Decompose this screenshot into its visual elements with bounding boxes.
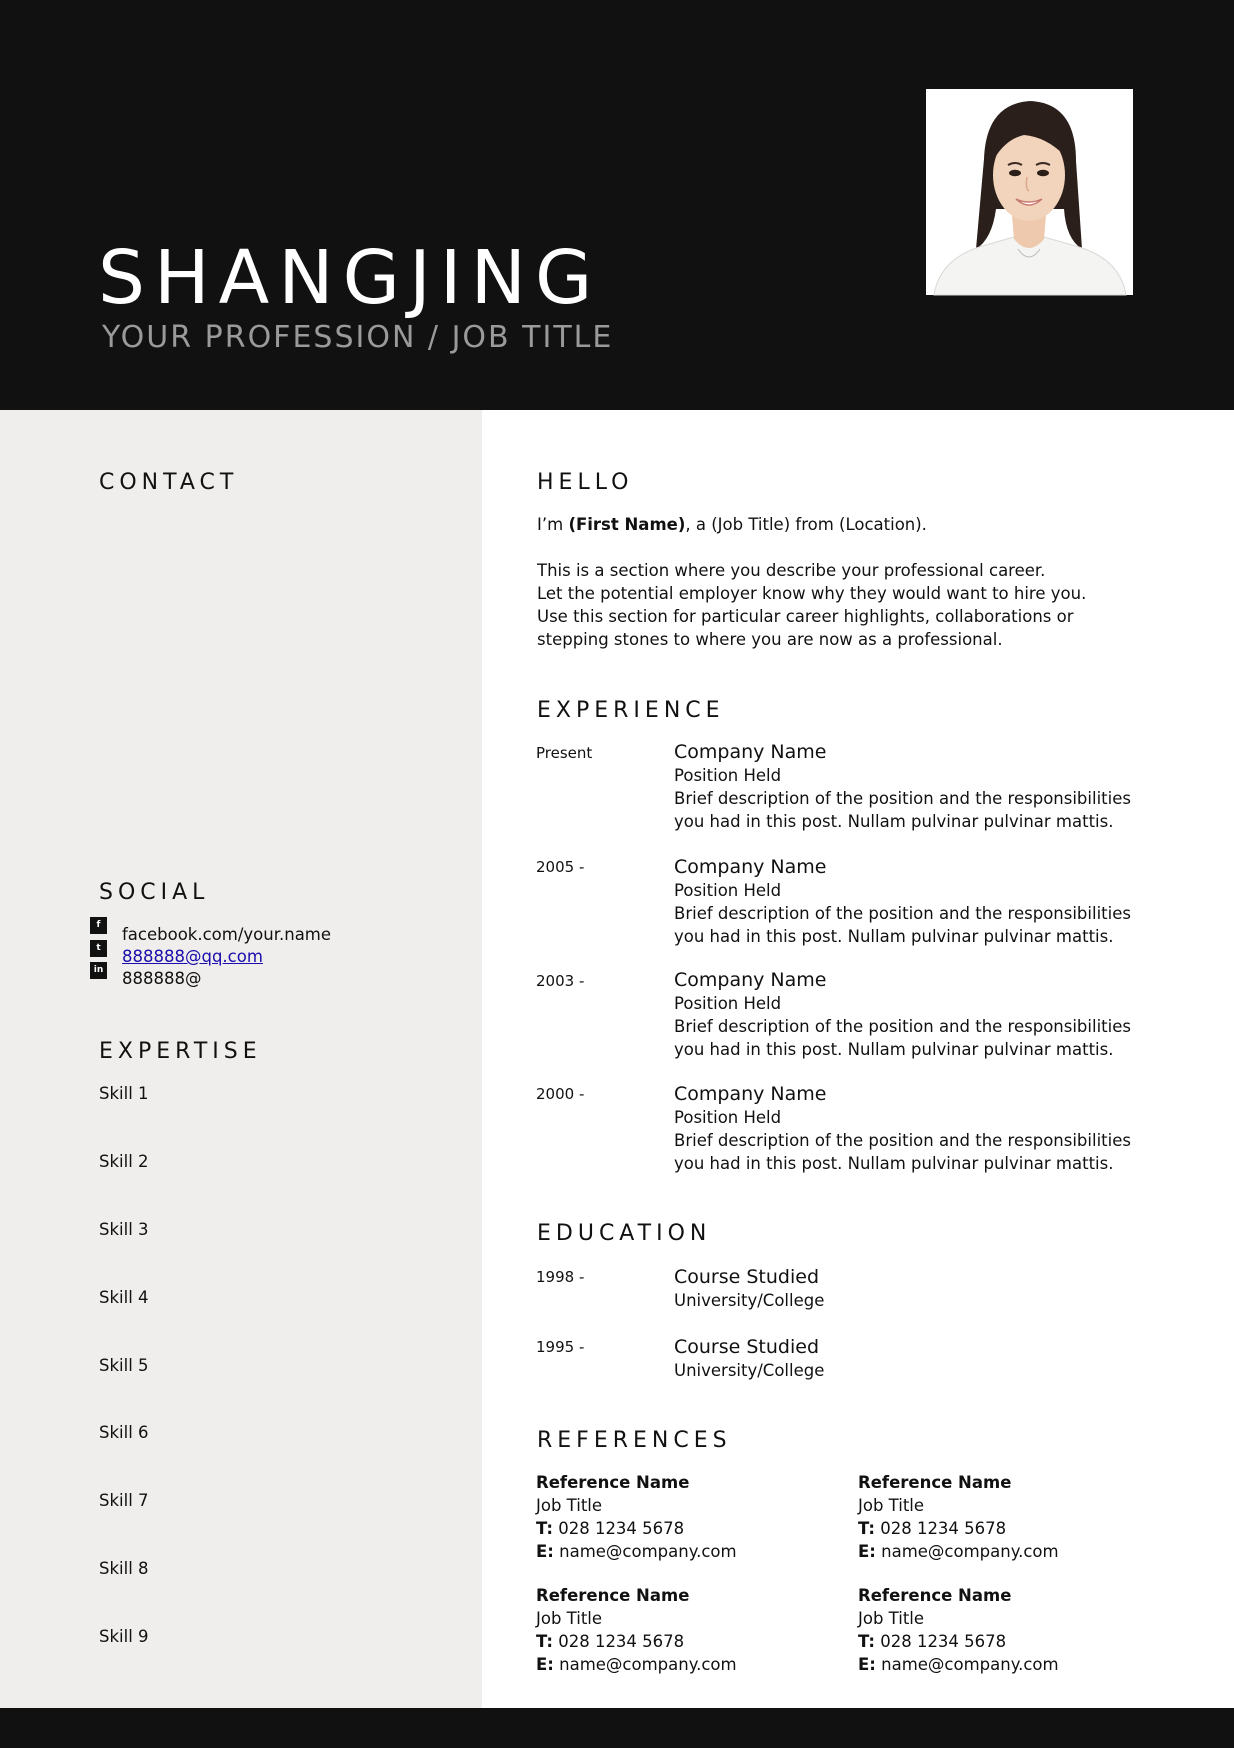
reference-name: Reference Name xyxy=(858,1473,1012,1492)
references-heading: REFERENCES xyxy=(537,1428,732,1453)
reference-name: Reference Name xyxy=(536,1586,690,1605)
reference-email: name@company.com xyxy=(559,1542,737,1561)
footer-bar xyxy=(0,1708,1234,1748)
job-title: YOUR PROFESSION / JOB TITLE xyxy=(102,320,614,355)
reference-email: name@company.com xyxy=(881,1542,1059,1561)
social-heading: SOCIAL xyxy=(99,880,210,905)
reference-phone: 028 1234 5678 xyxy=(880,1632,1007,1651)
experience-entry xyxy=(674,1082,1154,1173)
reference-phone: 028 1234 5678 xyxy=(880,1519,1007,1538)
experience-date: 2003 - xyxy=(536,972,585,990)
skill-item: Skill 1 xyxy=(99,1084,149,1103)
experience-entry xyxy=(674,968,1154,1059)
reference-card: Reference Name Job Title T: 028 1234 5678 E: name@company.com xyxy=(536,1473,737,1561)
profile-photo xyxy=(926,89,1133,295)
education-date: 1998 - xyxy=(536,1268,585,1286)
social-links xyxy=(122,924,422,988)
experience-entry xyxy=(674,855,1154,946)
education-date: 1995 - xyxy=(536,1338,585,1356)
job-description: you had in this post. Nullam pulvinar pulvinar mattis. xyxy=(674,927,1114,946)
skill-item: Skill 8 xyxy=(99,1559,149,1578)
position-held: Position Held xyxy=(674,881,782,900)
reference-card: Reference Name Job Title T: 028 1234 5678 E: name@company.com xyxy=(858,1586,1059,1674)
experience-date: Present xyxy=(536,744,593,762)
school-name: University/College xyxy=(674,1361,825,1380)
reference-phone: 028 1234 5678 xyxy=(558,1632,685,1651)
experience-heading: EXPERIENCE xyxy=(537,698,725,723)
intro-first-name: (First Name) xyxy=(568,515,686,534)
expertise-heading: EXPERTISE xyxy=(99,1039,262,1064)
school-name: University/College xyxy=(674,1291,825,1310)
summary-line: Let the potential employer know why they would want to hire you. xyxy=(537,584,1087,603)
education-entry xyxy=(674,1265,1154,1310)
summary-line: This is a section where you describe your professional career. xyxy=(537,561,1046,580)
skill-item: Skill 6 xyxy=(99,1423,149,1442)
job-description: Brief description of the position and the responsibilities xyxy=(674,789,1131,808)
reference-phone: 028 1234 5678 xyxy=(558,1519,685,1538)
experience-date: 2000 - xyxy=(536,1085,585,1103)
header-banner xyxy=(0,0,1234,410)
company-name: Company Name xyxy=(674,1083,827,1105)
job-description: Brief description of the position and the responsibilities xyxy=(674,1131,1131,1150)
course-studied: Course Studied xyxy=(674,1266,820,1288)
position-held: Position Held xyxy=(674,994,782,1013)
contact-heading: CONTACT xyxy=(99,470,239,495)
skill-item: Skill 2 xyxy=(99,1152,149,1171)
intro-line: I’m (First Name), a (Job Title) from (Location). xyxy=(537,515,927,534)
portrait-image xyxy=(926,89,1133,295)
skill-item: Skill 3 xyxy=(99,1220,149,1239)
skill-item: Skill 5 xyxy=(99,1356,149,1375)
experience-entry xyxy=(674,740,1154,831)
skill-item: Skill 4 xyxy=(99,1288,149,1307)
job-description: you had in this post. Nullam pulvinar pulvinar mattis. xyxy=(674,1040,1114,1059)
hello-heading: HELLO xyxy=(537,470,634,495)
reference-email: name@company.com xyxy=(881,1655,1059,1674)
position-held: Position Held xyxy=(674,1108,782,1127)
reference-job: Job Title xyxy=(858,1496,925,1515)
reference-email: name@company.com xyxy=(559,1655,737,1674)
twitter-icon[interactable]: t xyxy=(90,940,107,957)
skill-item: Skill 9 xyxy=(99,1627,149,1646)
job-description: Brief description of the position and the responsibilities xyxy=(674,904,1131,923)
reference-job: Job Title xyxy=(858,1609,925,1628)
job-description: you had in this post. Nullam pulvinar pulvinar mattis. xyxy=(674,812,1114,831)
reference-card: Reference Name Job Title T: 028 1234 5678 E: name@company.com xyxy=(858,1473,1059,1561)
job-description: Brief description of the position and the responsibilities xyxy=(674,1017,1131,1036)
education-entry xyxy=(674,1335,1154,1380)
facebook-link[interactable]: facebook.com/your.name xyxy=(122,925,332,944)
linkedin-icon[interactable]: in xyxy=(90,962,107,979)
education-heading: EDUCATION xyxy=(537,1221,712,1246)
facebook-icon[interactable]: f xyxy=(90,917,107,934)
reference-card: Reference Name Job Title T: 028 1234 5678 E: name@company.com xyxy=(536,1586,737,1674)
job-description: you had in this post. Nullam pulvinar pulvinar mattis. xyxy=(674,1154,1114,1173)
reference-name: Reference Name xyxy=(858,1586,1012,1605)
email-link[interactable]: 888888@qq.com xyxy=(122,947,263,966)
hello-text xyxy=(537,513,1177,649)
reference-job: Job Title xyxy=(536,1609,603,1628)
extra-link[interactable]: 888888@ xyxy=(122,969,202,988)
company-name: Company Name xyxy=(674,969,827,991)
summary-line: stepping stones to where you are now as a professional. xyxy=(537,630,1003,649)
reference-job: Job Title xyxy=(536,1496,603,1515)
course-studied: Course Studied xyxy=(674,1336,820,1358)
summary-line: Use this section for particular career highlights, collaborations or xyxy=(537,607,1074,626)
company-name: Company Name xyxy=(674,741,827,763)
position-held: Position Held xyxy=(674,766,782,785)
candidate-name: SHANGJING xyxy=(98,235,602,321)
company-name: Company Name xyxy=(674,856,827,878)
experience-date: 2005 - xyxy=(536,858,585,876)
reference-name: Reference Name xyxy=(536,1473,690,1492)
skill-item: Skill 7 xyxy=(99,1491,149,1510)
